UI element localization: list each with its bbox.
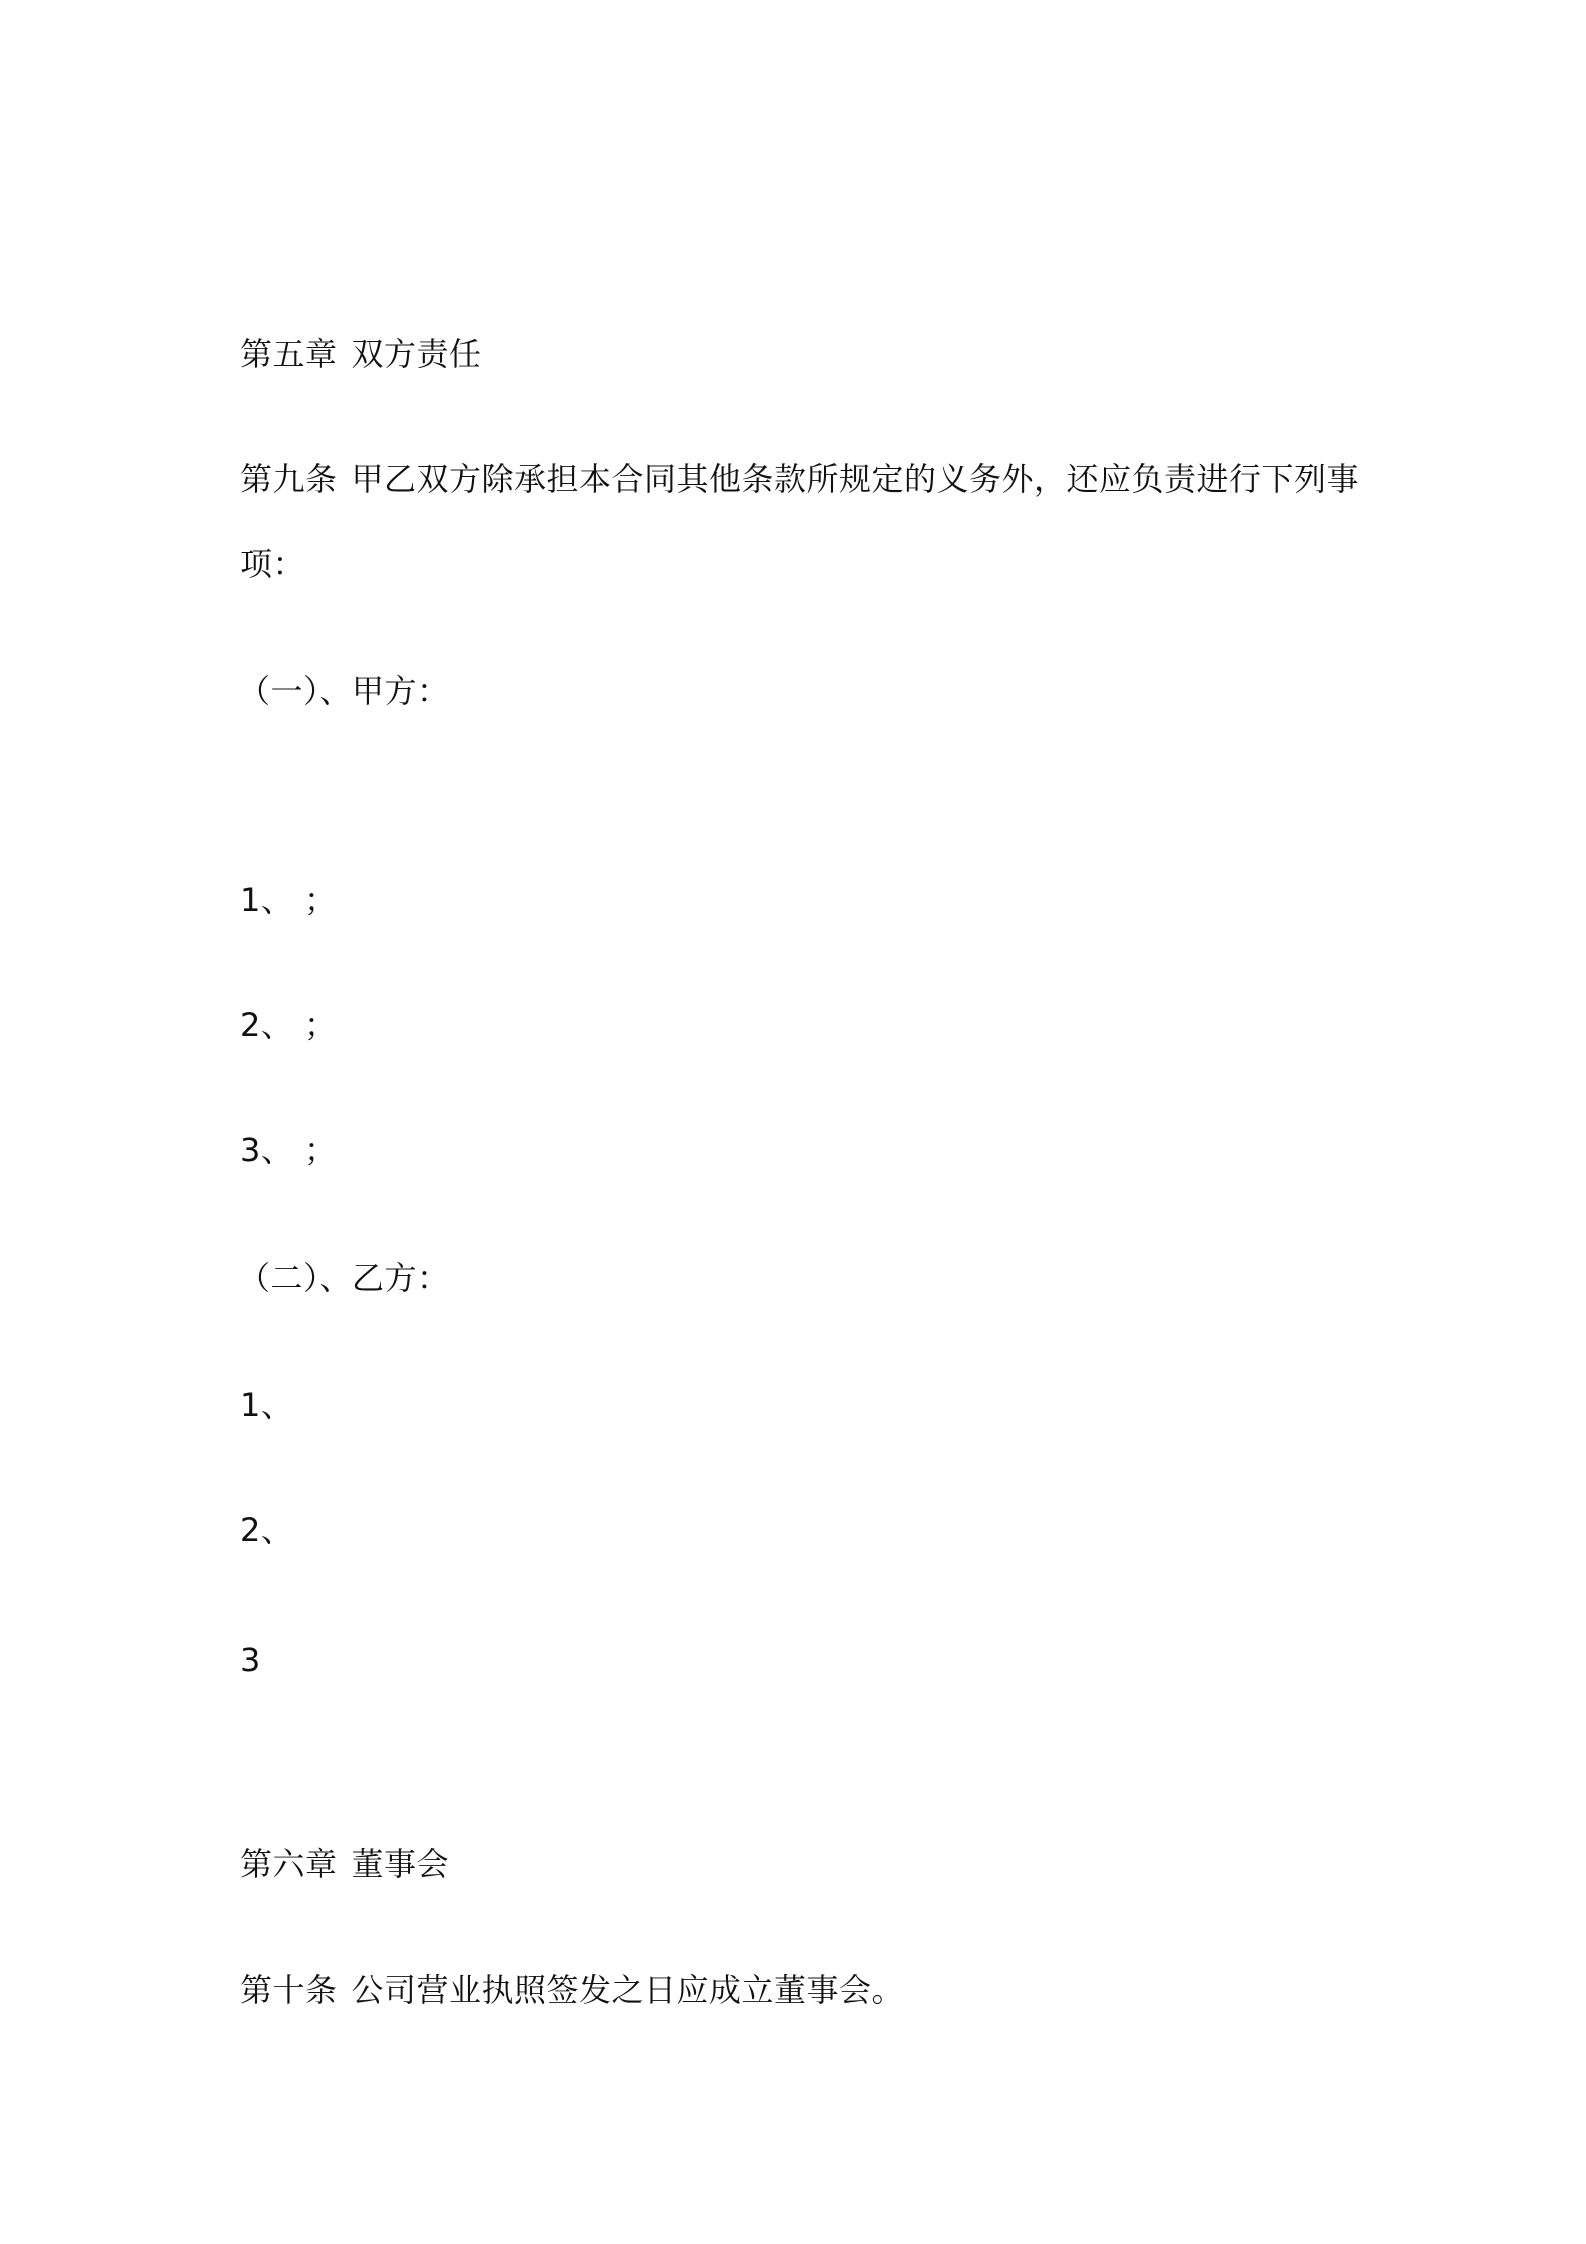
- chapter-5-number: 第五章: [240, 335, 338, 373]
- party-a-item-2: 2、 ；: [240, 1006, 337, 1044]
- party-b-item-1: 1、: [240, 1386, 294, 1424]
- article-10-line: [240, 1970, 904, 2010]
- party-a-heading: （一）、甲方：: [238, 672, 450, 710]
- party-a-item-3: 3、 ；: [240, 1131, 337, 1169]
- chapter-6-heading: [240, 1844, 449, 1884]
- chapter-6-title: 董事会: [351, 1845, 450, 1883]
- chapter-5-heading: [240, 334, 482, 374]
- chapter-6-number: 第六章: [240, 1845, 338, 1883]
- article-9-line-1: [240, 459, 1359, 499]
- article-9-line-2: 项：: [240, 545, 306, 583]
- party-b-item-2: 2、: [240, 1511, 294, 1549]
- article-9-number: 第九条: [240, 460, 338, 498]
- article-10-text: 公司营业执照签发之日应成立董事会。: [351, 1971, 905, 2009]
- chapter-5-title: 双方责任: [351, 335, 482, 373]
- party-a-item-1: 1、 ；: [240, 881, 337, 919]
- article-9-text: 甲乙双方除承担本合同其他条款所规定的义务外，还应负责进行下列事: [351, 460, 1360, 498]
- article-10-number: 第十条: [240, 1971, 338, 2009]
- party-b-item-3: 3: [240, 1641, 261, 1679]
- party-b-heading: （二）、乙方：: [238, 1259, 450, 1297]
